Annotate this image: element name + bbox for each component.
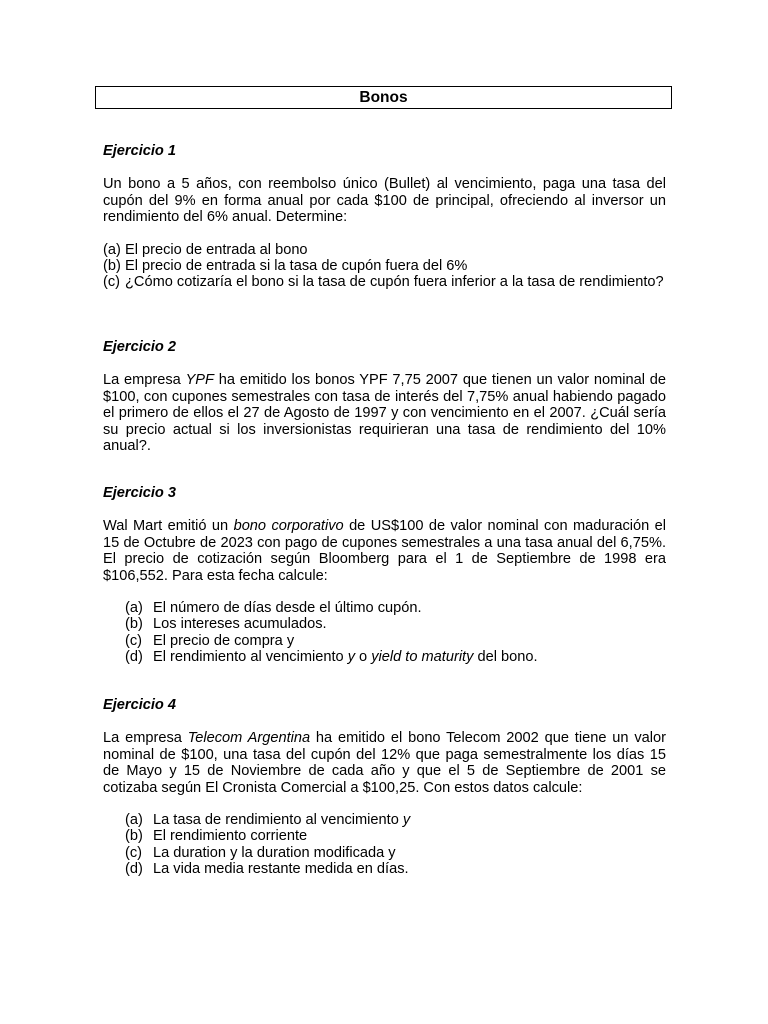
- text-run: La empresa: [103, 730, 188, 747]
- exercise-2-heading: Ejercicio 2: [103, 339, 177, 355]
- text-run: Wal Mart emitió un: [103, 518, 234, 535]
- exercise-1: [103, 143, 666, 291]
- company-name: YPF: [185, 372, 214, 389]
- list-item: [103, 649, 666, 665]
- exercise-4-text: [103, 730, 666, 796]
- list-marker: (c): [103, 274, 121, 291]
- list-marker: (c): [125, 632, 143, 649]
- list-item-text: ¿Cómo cotizaría el bono si la tasa de cupón fuera inferior a la tasa de rendimiento?: [125, 274, 664, 291]
- exercise-3-text: [103, 518, 666, 584]
- exercise-1-heading: Ejercicio 1: [103, 143, 177, 159]
- list-item: [103, 258, 666, 274]
- text-run: ha emitido los bonos YPF 7,75 2007 que tienen un valor nominal de $100, con cupones semestrales con tasa de interés del 7,75% anual habiendo pagado el primero de ellos el 27 de Agosto de 1997 y con vencimiento en el 2007. ¿Cuál sería su precio actual si los inversionistas requirieran una tasa de rendimiento del 10% anual?.: [103, 372, 666, 455]
- emphasis-text: y: [402, 812, 411, 829]
- exercise-4-heading: Ejercicio 4: [103, 697, 177, 713]
- list-item: [103, 828, 666, 844]
- text-run: del bono.: [473, 649, 538, 666]
- list-item-text: La vida media restante medida en días.: [153, 861, 409, 878]
- list-item-text: La duration y la duration modificada y: [153, 844, 396, 861]
- text-run: o: [354, 649, 372, 666]
- list-item: [103, 861, 666, 877]
- list-marker: (a): [125, 600, 143, 617]
- text-run: de US$100 de valor nominal con maduración el 15 de Octubre de 2023 con pago de cupones semestrales a una tasa anual del 6,75%. El precio de cotización según Bloomberg para el 1 de Septiembre de 1998 era $106,552. Para esta fecha calcule:: [103, 518, 666, 584]
- company-name: Telecom Argentina: [187, 730, 311, 747]
- list-item: [103, 845, 666, 861]
- list-item: [103, 812, 666, 828]
- page-title: Bonos: [95, 86, 672, 109]
- exercise-1-list: [103, 242, 666, 291]
- exercise-3-list: [103, 600, 666, 666]
- emphasis-text: yield to maturity: [371, 649, 474, 666]
- list-marker: (c): [125, 844, 143, 861]
- list-item-text: El precio de compra y: [153, 632, 295, 649]
- emphasis-text: bono corporativo: [233, 518, 344, 535]
- list-marker: (b): [103, 258, 121, 275]
- list-marker: (b): [125, 828, 143, 845]
- list-marker: (d): [125, 649, 143, 666]
- list-item-text: Los intereses acumulados.: [153, 616, 327, 633]
- list-marker: (d): [125, 861, 143, 878]
- exercise-1-text: Un bono a 5 años, con reembolso único (Bullet) al vencimiento, paga una tasa del cupón del 9% en forma anual por cada $100 de principal, ofreciendo al inversor un rendimiento del 6% anual. Determine:: [103, 176, 666, 226]
- list-item: [103, 600, 666, 616]
- list-item-text: El número de días desde el último cupón.: [153, 600, 422, 617]
- text-run: La empresa: [103, 372, 186, 389]
- list-item: [103, 616, 666, 632]
- emphasis-text: y: [347, 649, 355, 666]
- exercise-4: [103, 697, 666, 878]
- exercise-3: [103, 485, 666, 666]
- list-marker: (a): [125, 812, 143, 829]
- list-item: [103, 633, 666, 649]
- list-item-text: El precio de entrada si la tasa de cupón fuera del 6%: [125, 258, 468, 275]
- text-run: La tasa de rendimiento al vencimiento: [153, 812, 403, 829]
- exercise-2-text: [103, 372, 666, 454]
- exercise-4-list: [103, 812, 666, 878]
- exercise-2: [103, 339, 666, 454]
- list-marker: (a): [103, 241, 121, 258]
- list-item: [103, 242, 666, 258]
- list-marker: (b): [125, 616, 143, 633]
- list-item: [103, 274, 666, 290]
- exercise-3-heading: Ejercicio 3: [103, 485, 177, 501]
- list-item-text: El precio de entrada al bono: [125, 241, 308, 258]
- text-run: El rendimiento al vencimiento: [153, 649, 348, 666]
- text-run: ha emitido el bono Telecom 2002 que tiene un valor nominal de $100, una tasa del cupón del 12% que paga semestralmente los días 15 de Mayo y 15 de Noviembre de cada año y que el 5 de Septiembre de 2001 se cotizaba según El Cronista Comercial a $100,25. Con estos datos calcule:: [103, 730, 666, 796]
- list-item-text: El rendimiento corriente: [153, 828, 308, 845]
